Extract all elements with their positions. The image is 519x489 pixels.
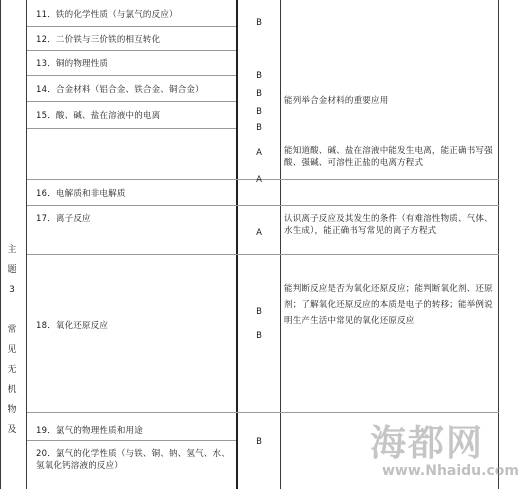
topic-text: 18．氧化还原反应 xyxy=(36,321,109,331)
row-divider xyxy=(27,412,499,413)
level-value: B xyxy=(256,18,262,28)
theme-char: 见 xyxy=(7,345,17,355)
row-divider xyxy=(27,26,236,27)
level-value: A xyxy=(256,228,262,238)
row-divider xyxy=(27,50,236,51)
theme-char: 机 xyxy=(7,385,17,395)
requirement-text: 能知道酸、碱、盐在溶液中能发生电离，能正确书写强酸、强碱、可溶性正盐的电离方程式 xyxy=(284,146,493,168)
row-divider xyxy=(27,205,499,206)
level-value: B xyxy=(256,123,262,133)
requirement-text: 认识离子反应及其发生的条件（有难溶性物质、气体、水生成），能正确书写常见的离子方程式 xyxy=(284,214,493,236)
watermark-name: 海都网 xyxy=(370,422,485,464)
level-value: B xyxy=(256,71,262,81)
theme-char: 3 xyxy=(9,285,15,295)
level-value: A xyxy=(256,175,262,185)
table-border-right xyxy=(498,0,499,489)
table-border-left xyxy=(0,0,1,489)
theme-char: 及 xyxy=(7,425,17,435)
level-value: B xyxy=(256,437,262,447)
requirement-text: 能列举合金材料的重要应用 xyxy=(284,96,389,106)
topic-text: 20．氯气的化学性质（与铁、铜、钠、氢气、水、氢氧化钙溶液的反应） xyxy=(36,449,230,471)
row-divider xyxy=(27,440,236,441)
theme-char: 常 xyxy=(7,325,17,335)
theme-char: 无 xyxy=(7,365,17,375)
topic-text: 19．氯气的物理性质和用途 xyxy=(36,426,143,436)
topic-text: 15．酸、碱、盐在溶液中的电离 xyxy=(36,111,161,121)
watermark-url: www.Nhaidu.com xyxy=(382,463,519,479)
row-divider xyxy=(27,254,499,255)
topic-text: 13．铜的物理性质 xyxy=(36,59,109,69)
level-value: A xyxy=(256,148,262,158)
column-divider-level xyxy=(280,0,281,489)
row-divider xyxy=(27,75,236,76)
topic-text: 17．离子反应 xyxy=(36,214,91,224)
topic-text: 12．二价铁与三价铁的相互转化 xyxy=(36,35,161,45)
theme-char: 题 xyxy=(7,265,17,275)
row-divider xyxy=(27,101,236,102)
level-value: B xyxy=(256,331,262,341)
topic-text: 16．电解质和非电解质 xyxy=(36,189,126,199)
row-divider xyxy=(27,128,236,129)
column-divider-theme xyxy=(26,0,27,489)
theme-label xyxy=(2,240,22,440)
level-value: B xyxy=(256,89,262,99)
topic-text: 11．铁的化学性质（与氯气的反应） xyxy=(36,10,178,20)
requirement-text: 能判断反应是否为氧化还原反应；能判断氧化剂、还原剂；了解氧化还原反应的本质是电子的转移；能举例说明生产生活中常见的氧化还原反应 xyxy=(284,284,493,326)
level-value: B xyxy=(256,307,262,317)
theme-char: 主 xyxy=(7,245,17,255)
watermark-logo xyxy=(370,415,519,485)
column-divider-topic xyxy=(236,0,238,489)
theme-char: 物 xyxy=(7,405,17,415)
topic-text: 14．合金材料（铝合金、铁合金、铜合金） xyxy=(36,85,204,95)
level-value: B xyxy=(256,107,262,117)
